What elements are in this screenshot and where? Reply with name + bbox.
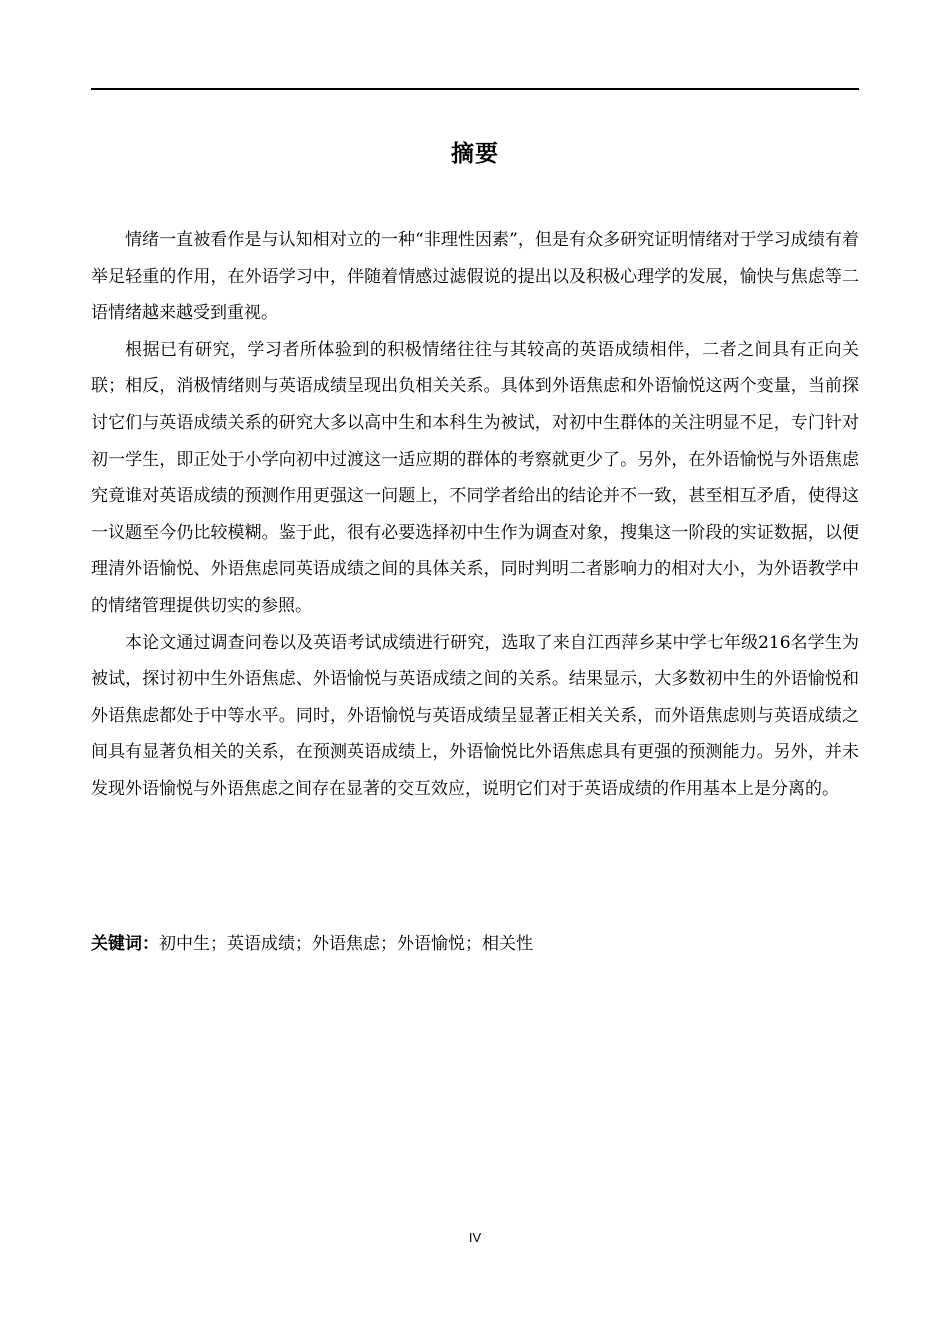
abstract-paragraph-1: 情绪一直被看作是与认知相对立的一种“非理性因素”，但是有众多研究证明情绪对于学习成绩有着举足轻重的作用，在外语学习中，伴随着情感过滤假说的提出以及积极心理学的发展，愉快与焦虑等二语情绪越来越受到重视。 — [91, 230, 859, 324]
abstract-paragraph-2: 根据已有研究，学习者所体验到的积极情绪往往与其较高的英语成绩相伴，二者之间具有正向关联；相反，消极情绪则与英语成绩呈现出负相关关系。具体到外语焦虑和外语愉悦这两个变量，当前探讨它们与英语成绩关系的研究大多以高中生和本科生为被试，对初中生群体的关注明显不足，专门针对初一学生，即正处于小学向初中过渡这一适应期的群体的考察就更少了。另外，在外语愉悦与外语焦虑究竟谁对英语成绩的预测作用更强这一问题上，不同学者给出的结论并不一致，甚至相互矛盾，使得这一议题至今仍比较模糊。鉴于此，很有必要选择初中生作为调查对象，搜集这一阶段的实证数据，以便理清外语愉悦、外语焦虑同英语成绩之间的具体关系，同时判明二者影响力的相对大小，为外语教学中的情绪管理提供切实的参照。 — [91, 339, 859, 616]
abstract-paragraph-3: 本论文通过调查问卷以及英语考试成绩进行研究，选取了来自江西萍乡某中学七年级216名学生为被试，探讨初中生外语焦虑、外语愉悦与英语成绩之间的关系。结果显示，大多数初中生的外语愉悦和外语焦虑都处于中等水平。同时，外语愉悦与英语成绩呈显著正相关关系，而外语焦虑则与英语成绩之间具有显著负相关的关系，在预测英语成绩上，外语愉悦比外语焦虑具有更强的预测能力。另外，并未发现外语愉悦与外语焦虑之间存在显著的交互效应，说明它们对于英语成绩的作用基本上是分离的。 — [91, 632, 859, 799]
page-number: IV — [468, 1230, 482, 1245]
keywords-line — [91, 926, 859, 962]
keywords-label: 关键词： — [91, 934, 159, 954]
header-rule — [91, 88, 859, 90]
abstract-title: 摘要 — [451, 141, 499, 167]
abstract-body — [91, 222, 859, 808]
keywords-text: 初中生；英语成绩；外语焦虑；外语愉悦；相关性 — [159, 934, 533, 954]
